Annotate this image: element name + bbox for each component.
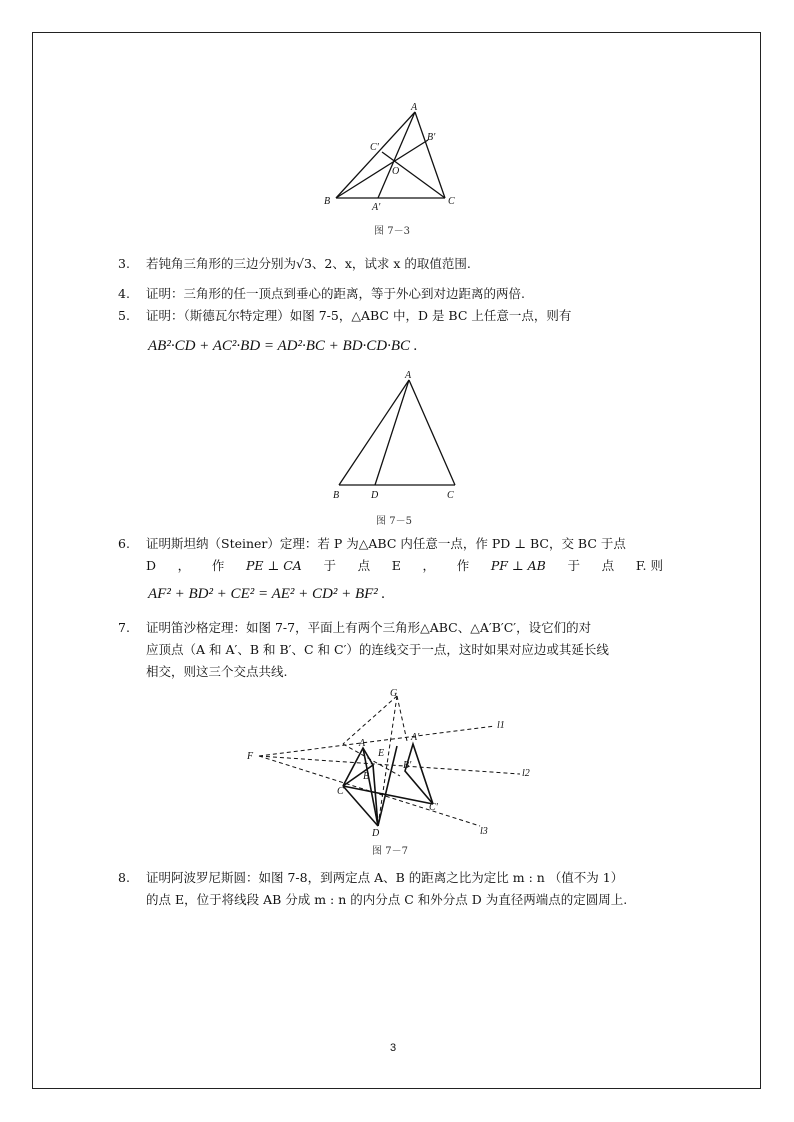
label-E: E: [378, 748, 385, 759]
word: 点: [357, 558, 371, 573]
label-C: C: [448, 196, 455, 207]
word: 于: [567, 558, 581, 573]
word: 作: [456, 558, 470, 573]
page-number: 3: [390, 1042, 397, 1054]
word: 于: [323, 558, 336, 573]
problem-6-line1: 证明斯坦纳（Steiner）定理：若 P 为△ABC 内任意一点，作 PD ⊥ BC，交 BC 于点: [146, 536, 626, 551]
steiner-formula: AF² + BD² + CE² = AE² + CD² + BF² .: [148, 586, 386, 602]
word: PE ⊥ CA: [245, 558, 302, 573]
label-l2: l2: [522, 768, 530, 779]
label-A-prime: A': [411, 732, 420, 743]
word: ，: [177, 558, 191, 573]
problem-6-line2-row: [146, 554, 663, 578]
word: E: [391, 558, 401, 573]
problem-5-number: 5.: [118, 308, 130, 323]
label-B: B: [333, 490, 340, 501]
problem-7-number: 7.: [118, 620, 130, 635]
problem-8-number: 8.: [118, 870, 130, 885]
label-A-prime: A': [372, 202, 381, 213]
problem-4-text: 证明：三角形的任一顶点到垂心的距离，等于外心到对边距离的两倍.: [146, 286, 525, 301]
label-B-prime: B': [427, 132, 436, 143]
label-A: A: [411, 102, 418, 113]
label-O: O: [392, 166, 400, 177]
word: 点: [601, 558, 615, 573]
label-F: F: [247, 751, 254, 762]
label-B: B: [363, 771, 370, 782]
figure-7-7-diagram: [245, 686, 545, 839]
word: PF ⊥ AB: [490, 558, 546, 573]
figure-7-5-diagram: [325, 368, 465, 503]
problem-6-number: 6.: [118, 536, 130, 551]
label-C-prime: C': [429, 802, 438, 813]
problem-7-line1: 证明笛沙格定理：如图 7-7，平面上有两个三角形△ABC、△A′B′C′，设它们的对: [146, 620, 592, 635]
figure-7-7: [245, 686, 545, 840]
label-C-prime: C': [370, 142, 379, 153]
figure-7-5-caption: 图 7－5: [376, 516, 412, 527]
problem-5-text: 证明：（斯德瓦尔特定理）如图 7-5，△ABC 中，D 是 BC 上任意一点，则有: [146, 308, 572, 323]
problem-8-line1: 证明阿波罗尼斯圆：如图 7-8，到两定点 A、B 的距离之比为定比 m : n （值不为 1）: [146, 870, 624, 885]
problem-4-number: 4.: [118, 286, 130, 301]
label-l1: l1: [497, 720, 505, 731]
label-G: G: [390, 688, 398, 699]
label-A: A: [359, 738, 366, 749]
problem-8-line2: 的点 E，位于将线段 AB 分成 m : n 的内分点 C 和外分点 D 为直径两端点的定圆周上.: [146, 892, 628, 907]
figure-7-7-caption: 图 7－7: [372, 846, 408, 857]
word: D: [146, 558, 157, 573]
label-B-prime: B': [403, 760, 412, 771]
label-C: C: [337, 786, 344, 797]
label-C: C: [447, 490, 454, 501]
label-D: D: [372, 828, 380, 839]
figure-7-3: [320, 100, 470, 214]
problem-3-number: 3.: [118, 256, 130, 271]
problem-7-line3: 相交，则这三个交点共线.: [146, 664, 288, 679]
word: ，: [422, 558, 436, 573]
problem-3-text: 若钝角三角形的三边分别为√3、2、x，试求 x 的取值范围.: [146, 256, 471, 271]
word: F. 则: [635, 558, 663, 573]
figure-7-3-caption: 图 7－3: [374, 226, 410, 237]
label-D: D: [371, 490, 379, 501]
word: 作: [211, 558, 225, 573]
figure-7-5: [325, 368, 465, 507]
stewart-formula: AB²·CD + AC²·BD = AD²·BC + BD·CD·BC .: [148, 338, 418, 354]
label-A: A: [405, 370, 412, 381]
label-B: B: [324, 196, 331, 207]
label-l3: l3: [480, 826, 488, 837]
figure-7-3-diagram: [320, 100, 470, 213]
problem-7-line2: 应顶点（A 和 A′、B 和 B′、C 和 C′）的连线交于一点，这时如果对应边或其延长线: [146, 642, 609, 657]
